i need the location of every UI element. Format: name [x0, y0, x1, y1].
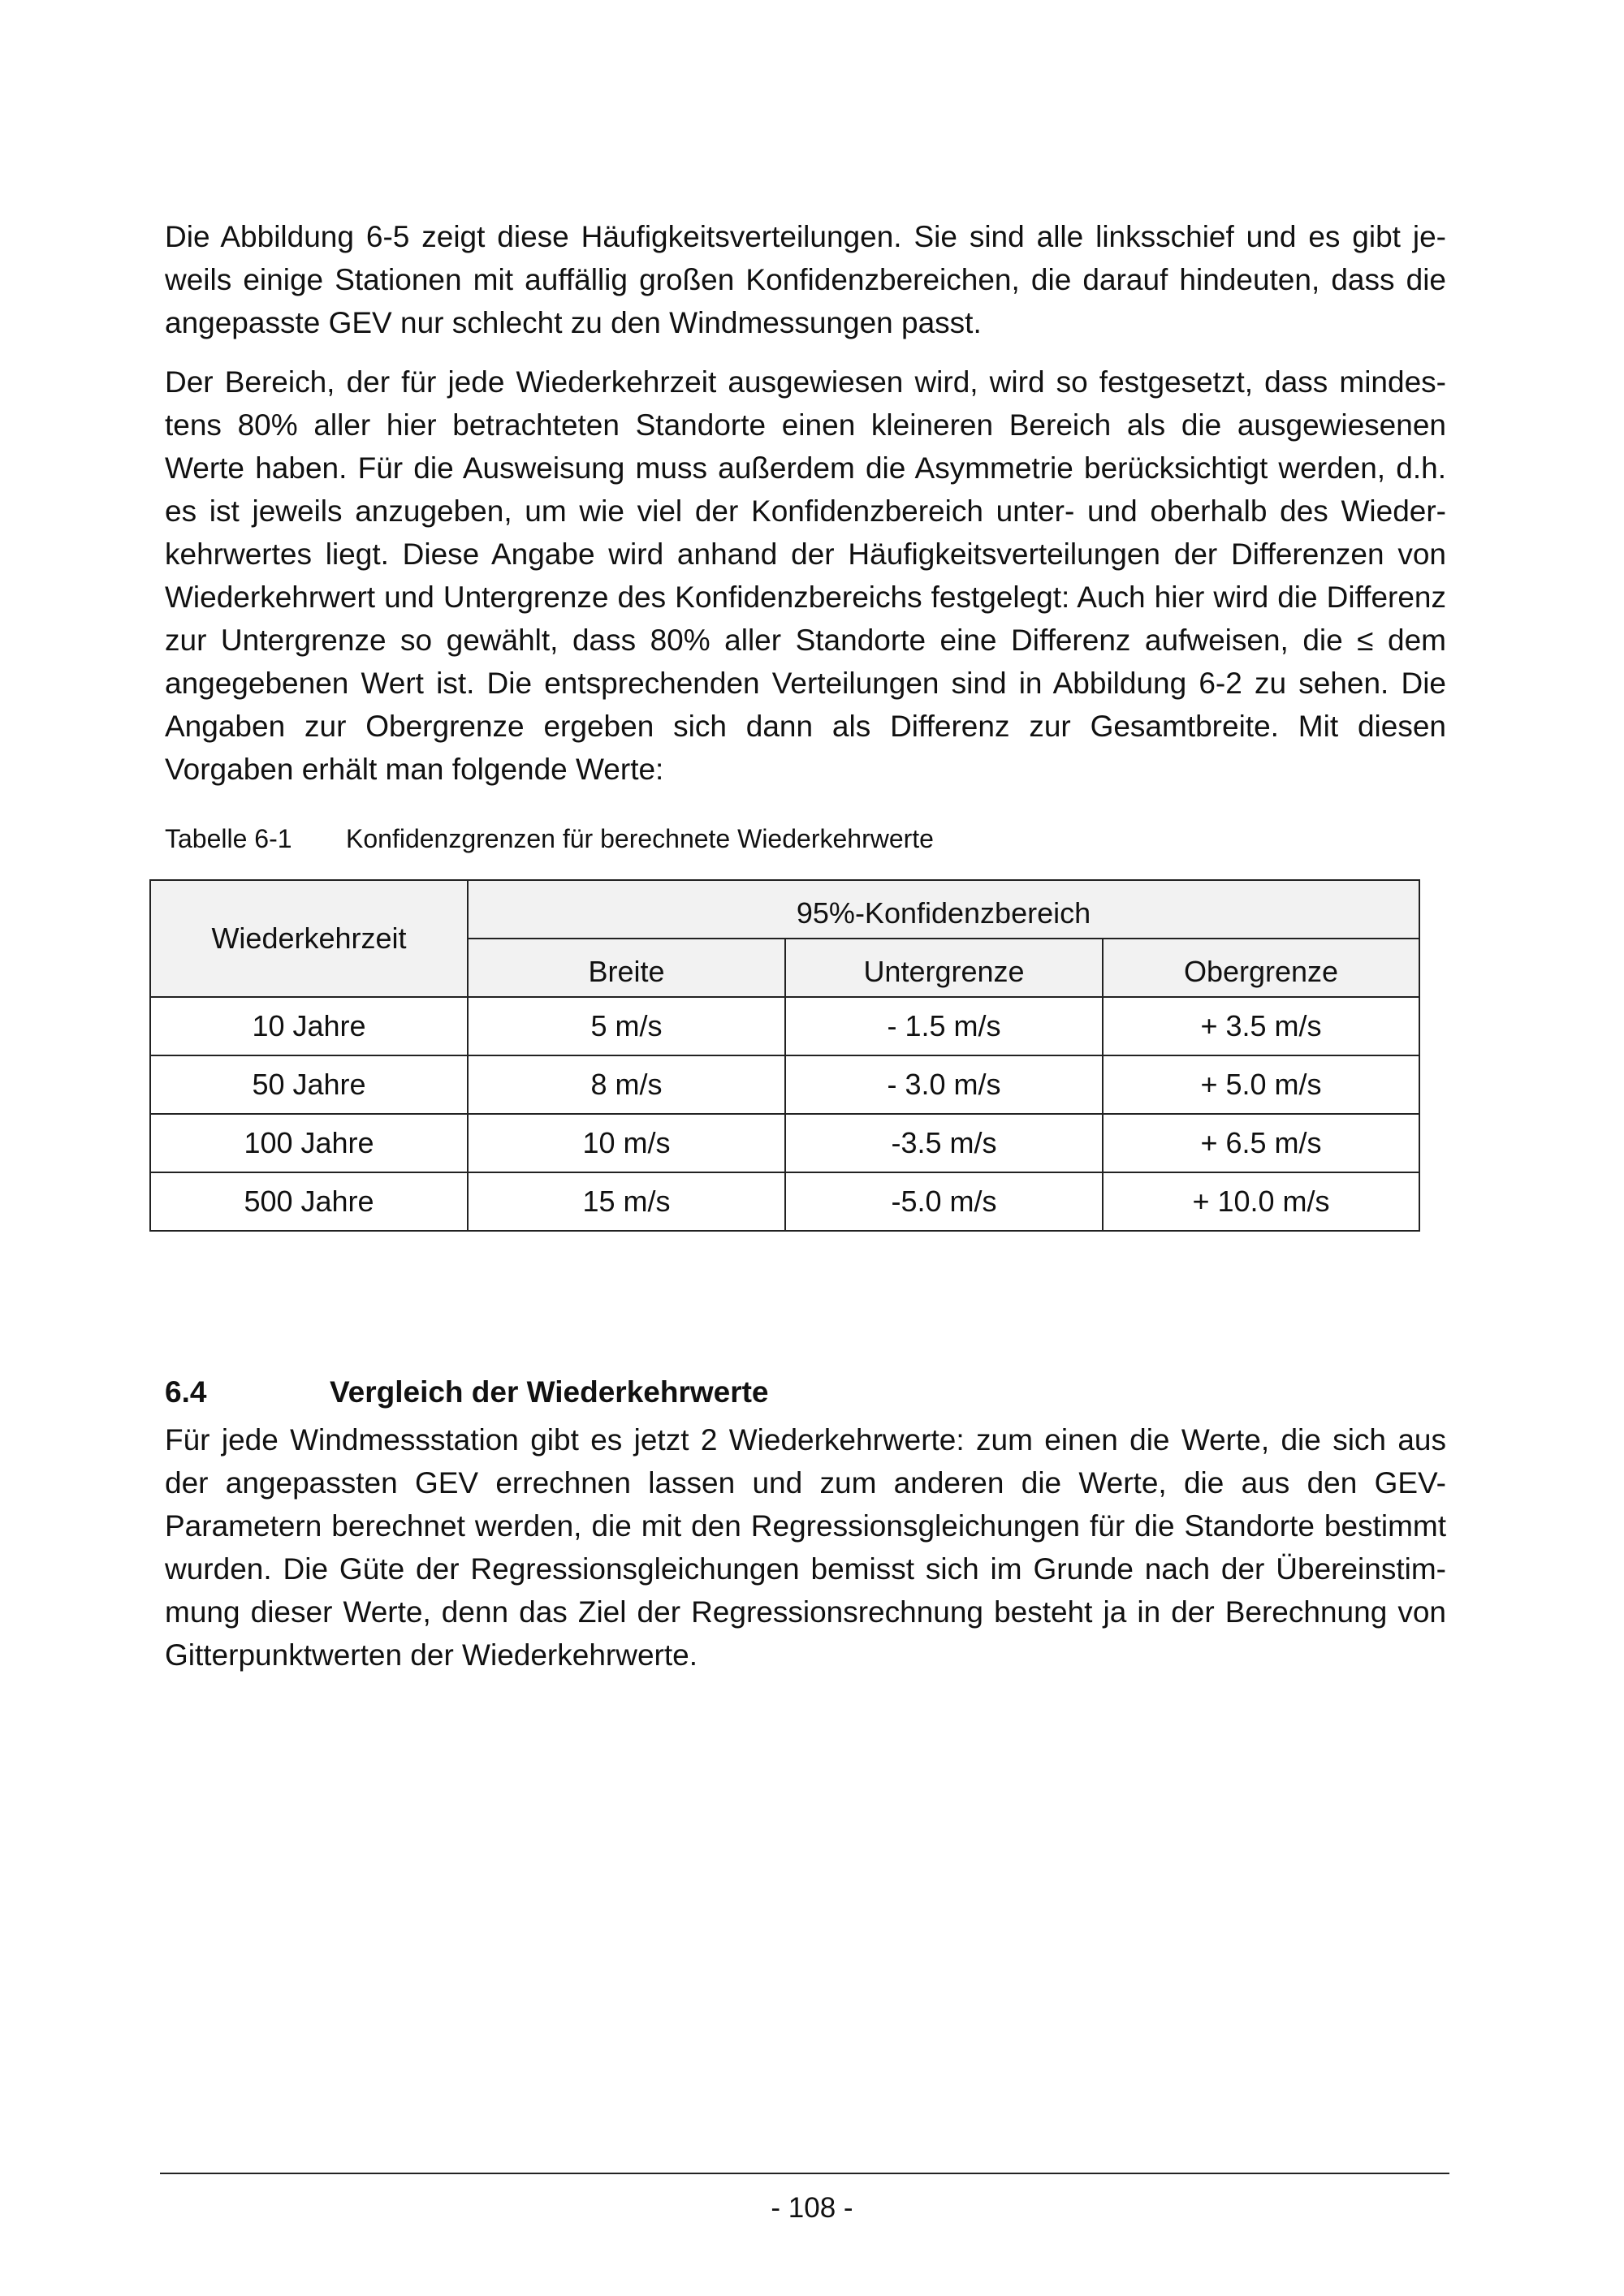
table-cell: + 6.5 m/s [1103, 1114, 1419, 1172]
table-row [150, 1114, 1419, 1172]
paragraph-comparison: Für jede Windmessstation gibt es jetzt 2 Wiederkehrwerte: zum einen die Werte, die sich aus der angepassten GEV errechnen lassen und zum anderen die Werte, die aus den GEV-Parametern berechnet werden, die mit den Regressionsgleichungen für die Standorte bestimmt wurden. Die Güte der Regressionsgleichungen bemisst sich im Grunde nach der Übereinstimmung dieser Werte, denn das Ziel der Regressionsrechnung besteht ja in der Berechnung von Gitterpunktwerten der Wiederkehrwerte. [165, 1423, 1446, 1672]
table-caption-number: Tabelle 6-1 [165, 824, 292, 853]
table-cell: 15 m/s [468, 1172, 785, 1231]
table-column-header: Obergrenze [1103, 939, 1419, 997]
table-cell: 10 m/s [468, 1114, 785, 1172]
table-column-header: Breite [468, 939, 785, 997]
section-title: Vergleich der Wiederkehrwerte [330, 1375, 769, 1409]
table-cell: 100 Jahre [150, 1114, 468, 1172]
table-row [150, 997, 1419, 1055]
section-heading [165, 1372, 769, 1413]
table-cell: - 1.5 m/s [785, 997, 1103, 1055]
table-cell: + 5.0 m/s [1103, 1055, 1419, 1114]
page-number: - 108 - [771, 2192, 853, 2224]
paragraph-confidence-range: Der Bereich, der für jede Wiederkehrzeit ausgewiesen wird, wird so festgesetzt, dass mindestens 80% aller hier betrachteten Standorte einen kleineren Bereich als die ausgewiesenen Werte haben. Für die Ausweisung muss außerdem die Asymmetrie berücksichtigt werden, d.h. es ist jeweils anzugeben, um wie viel der Konfidenzbereich unter- und oberhalb des Wiederkehrwertes liegt. Diese Angabe wird anhand der Häufigkeitsverteilungen der Differenzen von Wiederkehrwert und Untergrenze des Konfidenzbereichs festgelegt: Auch hier wird die Differenz zur Untergrenze so gewählt, dass 80% aller Standorte eine Differenz aufweisen, die ≤ dem angegebenen Wert ist. Die entsprechenden Verteilungen sind in Abbildung 6-2 zu sehen. Die Angaben zur Obergrenze ergeben sich dann als Differenz zur Gesamtbreite. Mit diesen Vorgaben erhält man folgende Werte: [165, 365, 1446, 786]
table-cell: - 3.0 m/s [785, 1055, 1103, 1114]
table-cell: 500 Jahre [150, 1172, 468, 1231]
table-cell: 50 Jahre [150, 1055, 468, 1114]
table-caption-text: Konfidenzgrenzen für berechnete Wiederkehrwerte [346, 824, 934, 853]
table-cell: -3.5 m/s [785, 1114, 1103, 1172]
footer-divider [160, 2173, 1449, 2174]
table-cell: 8 m/s [468, 1055, 785, 1114]
table-cell: 10 Jahre [150, 997, 468, 1055]
table-cell: -5.0 m/s [785, 1172, 1103, 1231]
table-row [150, 1055, 1419, 1114]
table-group-header: 95%-Konfidenzbereich [468, 880, 1419, 939]
paragraph-intro: Die Abbildung 6-5 zeigt diese Häufigkeitsverteilungen. Sie sind alle linksschief und es gibt jeweils einige Stationen mit auffällig großen Konfidenzbereichen, die darauf hindeuten, dass die angepasste GEV nur schlecht zu den Windmessungen passt. [165, 220, 1446, 339]
table-row [150, 1172, 1419, 1231]
table-header-row [150, 880, 1419, 939]
table-cell: 5 m/s [468, 997, 785, 1055]
section-number: 6.4 [165, 1375, 207, 1409]
table-corner-header: Wiederkehrzeit [150, 880, 468, 997]
table-cell: + 10.0 m/s [1103, 1172, 1419, 1231]
table-cell: + 3.5 m/s [1103, 997, 1419, 1055]
confidence-table [149, 879, 1420, 1232]
table-caption [165, 820, 934, 857]
table-column-header: Untergrenze [785, 939, 1103, 997]
